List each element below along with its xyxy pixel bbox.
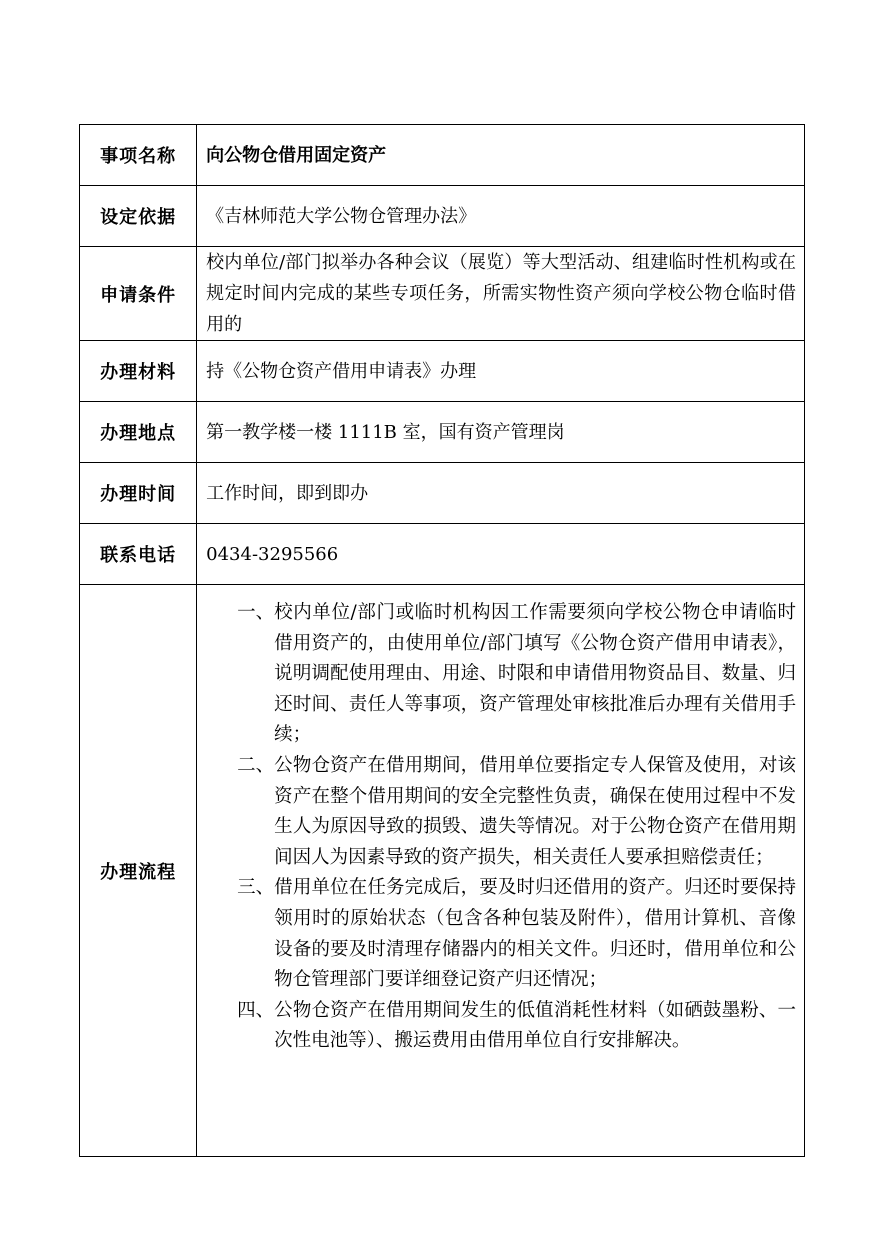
process-steps: [197, 585, 805, 1157]
row-item-name: [80, 125, 805, 186]
row-process: [80, 585, 805, 1157]
process-step: [237, 598, 796, 751]
process-step: [237, 996, 796, 1057]
row-conditions: [80, 247, 805, 341]
process-step: [237, 873, 796, 995]
row-hours: [80, 463, 805, 524]
row-materials: [80, 341, 805, 402]
step-number: 三、: [237, 877, 275, 899]
phone-label: 联系电话: [80, 524, 197, 585]
service-info-table: [79, 124, 805, 1157]
location-label: 办理地点: [80, 402, 197, 463]
legal-basis-value: 《吉林师范大学公物仓管理办法》: [197, 186, 805, 247]
step-text: 公物仓资产在借用期间发生的低值消耗性材料（如硒鼓墨粉、一次性电池等）、搬运费用由借用单位自行安排解决。: [274, 999, 796, 1052]
materials-label: 办理材料: [80, 341, 197, 402]
hours-label: 办理时间: [80, 463, 197, 524]
materials-value: 持《公物仓资产借用申请表》办理: [197, 341, 805, 402]
step-number: 二、: [237, 754, 275, 776]
item-name-label: 事项名称: [80, 125, 197, 186]
step-number: 四、: [237, 999, 275, 1021]
conditions-label: 申请条件: [80, 247, 197, 341]
step-text: 公物仓资产在借用期间，借用单位要指定专人保管及使用，对该资产在整个借用期间的安全完整性负责，确保在使用过程中不发生人为原因导致的损毁、遗失等情况。对于公物仓资产在借用期间因人为因素导致的资产损失，相关责任人要承担赔偿责任；: [274, 754, 796, 868]
item-name-value: 向公物仓借用固定资产: [197, 125, 805, 186]
process-step: [237, 751, 796, 873]
location-value: 第一教学楼一楼 1111B 室，国有资产管理岗: [197, 402, 805, 463]
conditions-value: 校内单位/部门拟举办各种会议（展览）等大型活动、组建临时性机构或在规定时间内完成的某些专项任务，所需实物性资产须向学校公物仓临时借用的: [197, 247, 805, 341]
row-legal-basis: [80, 186, 805, 247]
process-label: 办理流程: [80, 585, 197, 1157]
row-location: [80, 402, 805, 463]
row-phone: [80, 524, 805, 585]
step-number: 一、: [237, 602, 275, 623]
step-text: 借用单位在任务完成后，要及时归还借用的资产。归还时要保持领用时的原始状态（包含各种包装及附件），借用计算机、音像设备的要及时清理存储器内的相关文件。归还时，借用单位和公物仓管理部门要详细登记资产归还情况；: [274, 877, 796, 991]
hours-value: 工作时间，即到即办: [197, 463, 805, 524]
phone-value: 0434-3295566: [197, 524, 805, 585]
step-text: 校内单位/部门或临时机构因工作需要须向学校公物仓申请临时借用资产的，由使用单位/部门填写《公物仓资产借用申请表》，说明调配使用理由、用途、时限和申请借用物资品目、数量、归还时间、责任人等事项，资产管理处审核批准后办理有关借用手续；: [274, 602, 796, 746]
legal-basis-label: 设定依据: [80, 186, 197, 247]
